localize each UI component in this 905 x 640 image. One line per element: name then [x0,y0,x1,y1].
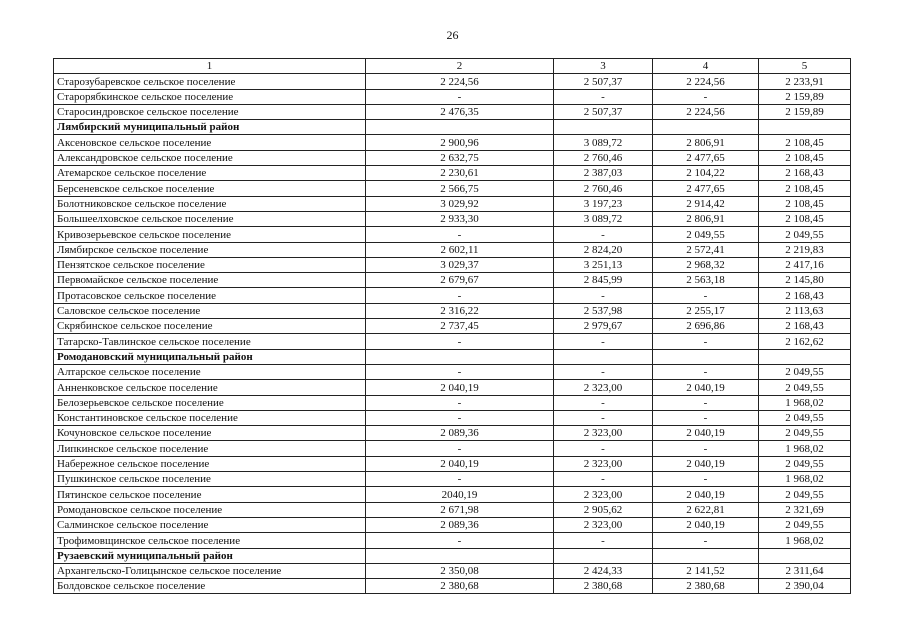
district-name: Ромодановский муниципальный район [54,349,366,364]
value-cell: - [366,441,554,456]
settlement-name: Болотниковское сельское поселение [54,196,366,211]
settlement-name: Болдовское сельское поселение [54,579,366,594]
value-cell: - [366,288,554,303]
value-cell: - [653,288,759,303]
value-cell: - [366,89,554,104]
value-cell: 2 040,19 [653,456,759,471]
value-cell: 2 323,00 [554,426,653,441]
table-row [54,472,851,487]
table-row [54,441,851,456]
table-row [54,502,851,517]
settlement-name: Салминское сельское поселение [54,517,366,532]
value-cell: 2 622,81 [653,502,759,517]
tariff-table [53,58,851,594]
value-cell: 2 845,99 [554,273,653,288]
value-cell: - [366,334,554,349]
table-row [54,288,851,303]
settlement-name: Ромодановское сельское поселение [54,502,366,517]
value-cell: 2 760,46 [554,181,653,196]
table-row [54,135,851,150]
column-header: 3 [554,59,653,74]
table-row [54,273,851,288]
settlement-name: Старозубаревское сельское поселение [54,74,366,89]
value-cell: 2 145,80 [759,273,851,288]
table-row [54,89,851,104]
table-row [54,150,851,165]
value-cell: 2 233,91 [759,74,851,89]
district-name: Лямбирский муниципальный район [54,120,366,135]
table-row [54,181,851,196]
value-cell: 2 679,67 [366,273,554,288]
table-row [54,563,851,578]
value-cell [366,120,554,135]
table-row [54,74,851,89]
value-cell: 2 168,43 [759,319,851,334]
value-cell [554,548,653,563]
settlement-name: Александровское сельское поселение [54,150,366,165]
column-header: 4 [653,59,759,74]
settlement-name: Старорябкинское сельское поселение [54,89,366,104]
page-number: 26 [446,28,459,42]
value-cell: - [554,533,653,548]
table-row [54,104,851,119]
value-cell: 3 251,13 [554,257,653,272]
value-cell: - [366,533,554,548]
value-cell: 2 168,43 [759,166,851,181]
value-cell: 2 477,65 [653,150,759,165]
value-cell: - [366,395,554,410]
value-cell: 2 806,91 [653,135,759,150]
settlement-name: Липкинское сельское поселение [54,441,366,456]
value-cell: - [554,227,653,242]
settlement-name: Саловское сельское поселение [54,303,366,318]
value-cell: - [653,395,759,410]
value-cell [366,349,554,364]
value-cell: 2 905,62 [554,502,653,517]
value-cell: - [554,441,653,456]
section-row [54,349,851,364]
value-cell: 2 104,22 [653,166,759,181]
value-cell: - [366,364,554,379]
value-cell: 3 029,37 [366,257,554,272]
value-cell: 2 108,45 [759,181,851,196]
value-cell: 2 311,64 [759,563,851,578]
table-row [54,196,851,211]
value-cell [653,349,759,364]
settlement-name: Протасовское сельское поселение [54,288,366,303]
section-row [54,548,851,563]
value-cell: - [554,89,653,104]
value-cell: 2 168,43 [759,288,851,303]
value-cell: 2 108,45 [759,196,851,211]
settlement-name: Пензятское сельское поселение [54,257,366,272]
value-cell [653,120,759,135]
settlement-name: Берсеневское сельское поселение [54,181,366,196]
table-row [54,303,851,318]
section-row [54,120,851,135]
settlement-name: Большеелховское сельское поселение [54,211,366,226]
value-cell: 2 323,00 [554,380,653,395]
value-cell: 2 049,55 [759,487,851,502]
table-row [54,166,851,181]
value-cell: - [653,334,759,349]
value-cell: 2 323,00 [554,487,653,502]
value-cell: 2 933,30 [366,211,554,226]
value-cell: 2 049,55 [759,380,851,395]
value-cell: 2 162,62 [759,334,851,349]
value-cell: 2 417,16 [759,257,851,272]
value-cell: 2 040,19 [653,517,759,532]
table-row [54,334,851,349]
value-cell: 2 900,96 [366,135,554,150]
value-cell: 2 159,89 [759,89,851,104]
value-cell: 2 255,17 [653,303,759,318]
district-name: Рузаевский муниципальный район [54,548,366,563]
value-cell: - [554,364,653,379]
value-cell: 2 323,00 [554,517,653,532]
table-row [54,456,851,471]
settlement-name: Татарско-Тавлинское сельское поселение [54,334,366,349]
value-cell: 2 049,55 [759,227,851,242]
value-cell [759,349,851,364]
value-cell: 2 108,45 [759,135,851,150]
value-cell: 2 477,65 [653,181,759,196]
column-header: 1 [54,59,366,74]
value-cell: 3 029,92 [366,196,554,211]
value-cell: 3 089,72 [554,211,653,226]
value-cell: 2 632,75 [366,150,554,165]
value-cell: 3 197,23 [554,196,653,211]
value-cell: 2 040,19 [653,426,759,441]
value-cell: 2 380,68 [554,579,653,594]
value-cell [759,120,851,135]
value-cell: 1 968,02 [759,395,851,410]
value-cell: - [653,410,759,425]
value-cell: 2 537,98 [554,303,653,318]
value-cell: 2 671,98 [366,502,554,517]
value-cell: 2 380,68 [653,579,759,594]
table-row [54,517,851,532]
value-cell: 2 224,56 [366,74,554,89]
settlement-name: Кривозерьевское сельское поселение [54,227,366,242]
value-cell: 2 507,37 [554,74,653,89]
value-cell: 2 507,37 [554,104,653,119]
value-cell: - [653,89,759,104]
value-cell: - [366,472,554,487]
table-row [54,380,851,395]
column-header: 2 [366,59,554,74]
value-cell: - [366,227,554,242]
value-cell: 2 230,61 [366,166,554,181]
table-row [54,211,851,226]
value-cell: 2 089,36 [366,517,554,532]
table-row [54,533,851,548]
value-cell: 2 049,55 [759,456,851,471]
value-cell: 2 049,55 [759,410,851,425]
value-cell: - [366,410,554,425]
value-cell: 2 224,56 [653,104,759,119]
value-cell: - [554,334,653,349]
settlement-name: Константиновское сельское поселение [54,410,366,425]
table-row [54,242,851,257]
value-cell: 2 566,75 [366,181,554,196]
value-cell: 2 040,19 [366,456,554,471]
value-cell: 2 089,36 [366,426,554,441]
value-cell: 2 572,41 [653,242,759,257]
value-cell: 2 049,55 [759,426,851,441]
value-cell: - [554,395,653,410]
value-cell: 1 968,02 [759,441,851,456]
value-cell: 2 390,04 [759,579,851,594]
value-cell: 2 602,11 [366,242,554,257]
value-cell: 2 159,89 [759,104,851,119]
value-cell: 2 476,35 [366,104,554,119]
value-cell [653,548,759,563]
value-cell: 2 350,08 [366,563,554,578]
settlement-name: Скрябинское сельское поселение [54,319,366,334]
value-cell: 2 696,86 [653,319,759,334]
settlement-name: Старосиндровское сельское поселение [54,104,366,119]
value-cell: 2 563,18 [653,273,759,288]
value-cell: 2 760,46 [554,150,653,165]
table-row [54,410,851,425]
settlement-name: Анненковское сельское поселение [54,380,366,395]
settlement-name: Атемарское сельское поселение [54,166,366,181]
table-row [54,579,851,594]
value-cell: 2 914,42 [653,196,759,211]
table-row [54,227,851,242]
value-cell: 2 321,69 [759,502,851,517]
value-cell: 2 049,55 [759,517,851,532]
value-cell: 2 424,33 [554,563,653,578]
value-cell: - [554,410,653,425]
value-cell: 2 108,45 [759,211,851,226]
value-cell: - [554,288,653,303]
settlement-name: Кочуновское сельское поселение [54,426,366,441]
table-row [54,487,851,502]
value-cell: - [554,472,653,487]
value-cell: 2 323,00 [554,456,653,471]
value-cell: - [653,364,759,379]
value-cell: 2 387,03 [554,166,653,181]
value-cell: 2 040,19 [653,380,759,395]
value-cell: 2 316,22 [366,303,554,318]
value-cell: 2 224,56 [653,74,759,89]
value-cell: 2 219,83 [759,242,851,257]
value-cell: - [653,533,759,548]
value-cell: 2 380,68 [366,579,554,594]
value-cell: 2 040,19 [366,380,554,395]
settlement-name: Архангельско-Голицынское сельское поселение [54,563,366,578]
table-row [54,364,851,379]
value-cell: 2 979,67 [554,319,653,334]
settlement-name: Алтарское сельское поселение [54,364,366,379]
settlement-name: Аксеновское сельское поселение [54,135,366,150]
value-cell: 2 806,91 [653,211,759,226]
value-cell: 3 089,72 [554,135,653,150]
value-cell: 2 141,52 [653,563,759,578]
settlement-name: Пятинское сельское поселение [54,487,366,502]
table-body [54,59,851,594]
value-cell: 1 968,02 [759,533,851,548]
value-cell: 2 049,55 [759,364,851,379]
value-cell: 2 040,19 [653,487,759,502]
settlement-name: Пушкинское сельское поселение [54,472,366,487]
table-row [54,426,851,441]
table-header-row [54,59,851,74]
value-cell: 2 968,32 [653,257,759,272]
column-header: 5 [759,59,851,74]
value-cell: 2 049,55 [653,227,759,242]
value-cell: 2 108,45 [759,150,851,165]
table-row [54,395,851,410]
settlement-name: Белозерьевское сельское поселение [54,395,366,410]
settlement-name: Набережное сельское поселение [54,456,366,471]
value-cell: - [653,472,759,487]
value-cell: 2 113,63 [759,303,851,318]
value-cell: 2040,19 [366,487,554,502]
settlement-name: Трофимовщинское сельское поселение [54,533,366,548]
settlement-name: Первомайское сельское поселение [54,273,366,288]
value-cell [366,548,554,563]
table-row [54,319,851,334]
value-cell: 2 737,45 [366,319,554,334]
value-cell: - [653,441,759,456]
settlement-name: Лямбирское сельское поселение [54,242,366,257]
value-cell [554,349,653,364]
value-cell: 1 968,02 [759,472,851,487]
table-row [54,257,851,272]
value-cell [554,120,653,135]
value-cell: 2 824,20 [554,242,653,257]
value-cell [759,548,851,563]
